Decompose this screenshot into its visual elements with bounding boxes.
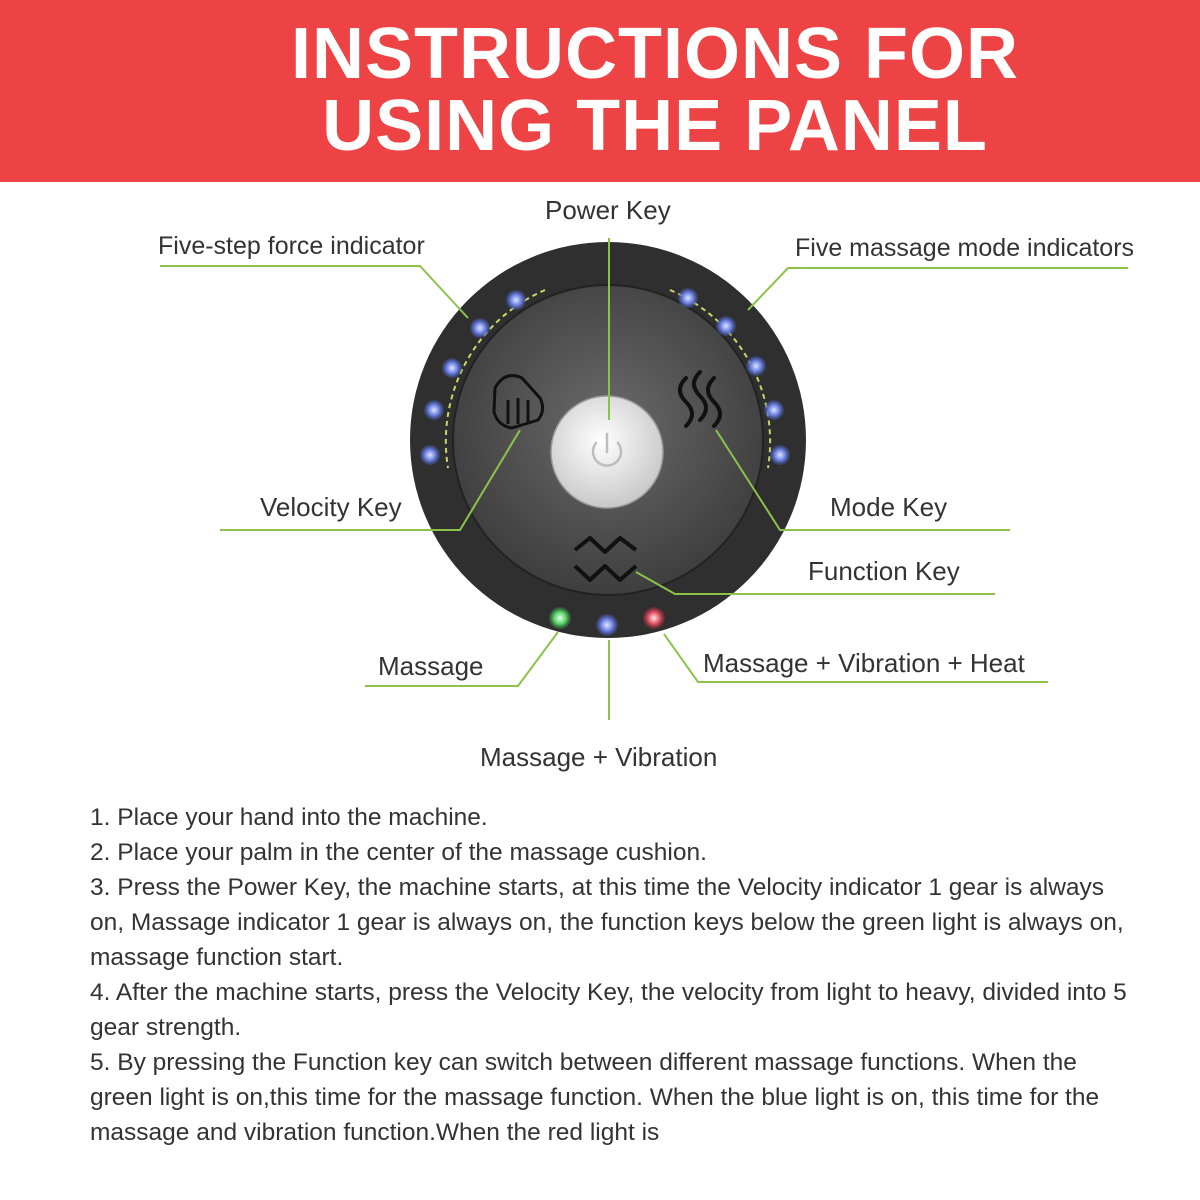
force-indicator-leader [160,266,468,318]
instruction-step-4: 4. After the machine starts, press the Velocity Key, the velocity from light to heavy, divided into 5 gear strength. [90,979,1127,1041]
force-led-2 [470,318,490,338]
mode-led-2 [716,316,736,336]
massage-vibration-led [596,614,618,636]
mode-indicator-leader [748,268,1128,310]
force-led-1 [506,290,526,310]
label-massage-vibration: Massage + Vibration [480,742,718,772]
control-panel-diagram [0,182,1200,792]
page-title-line-1: INSTRUCTIONS FOR [291,14,1019,94]
label-velocity-key: Velocity Key [260,492,402,522]
massage-led [549,607,571,629]
instruction-step-2: 2. Place your palm in the center of the massage cushion. [90,839,707,866]
label-massage-vibration-heat: Massage + Vibration + Heat [703,648,1025,678]
massage-vibration-heat-led [643,607,665,629]
mode-led-3 [746,356,766,376]
instruction-step-3: 3. Press the Power Key, the machine starts, at this time the Velocity indicator 1 gear is always on, Massage indicator 1 gear is always on, the function keys below the green light is always on, massage function start. [90,874,1124,971]
page-title-line-2: USING THE PANEL [322,86,988,166]
instruction-step-5: 5. By pressing the Function key can switch between different massage functions. When the green light is on,this time for the massage function. When the blue light is on, this time for the massage and vibration function.When the red light is [90,1049,1100,1146]
label-massage: Massage [378,651,484,681]
label-function-key: Function Key [808,556,960,586]
mode-led-5 [770,445,790,465]
instructions-list [90,800,1130,1150]
label-force-indicator: Five-step force indicator [158,232,425,260]
mode-led-1 [678,288,698,308]
header-banner [0,0,1200,182]
force-led-5 [420,445,440,465]
label-mode-indicators: Five massage mode indicators [795,234,1135,262]
force-led-4 [424,400,444,420]
mode-led-4 [764,400,784,420]
instruction-step-1: 1. Place your hand into the machine. [90,804,488,831]
label-power-key: Power Key [545,195,671,225]
power-button[interactable] [551,396,663,508]
force-led-3 [442,358,462,378]
label-mode-key: Mode Key [830,492,948,522]
